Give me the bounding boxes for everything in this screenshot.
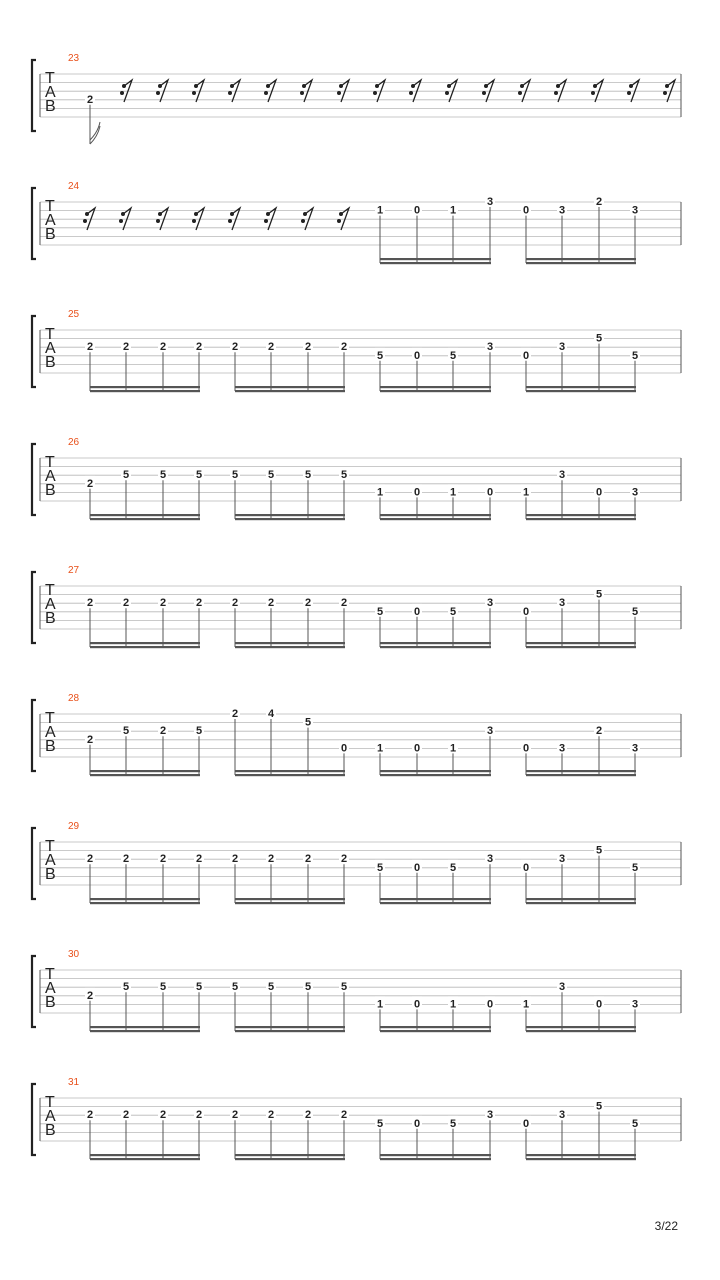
- tab-clef-letter: T: [45, 70, 55, 87]
- fret-number: 5: [231, 981, 239, 994]
- fret-number: 2: [159, 597, 167, 610]
- fret-number: 2: [86, 597, 94, 610]
- fret-number: 3: [631, 486, 639, 499]
- fret-number: 2: [304, 1109, 312, 1122]
- beam: [235, 1026, 345, 1028]
- fret-number: 2: [86, 1109, 94, 1122]
- rest-dot: [228, 219, 232, 223]
- beam: [235, 898, 345, 900]
- fret-number: 2: [340, 597, 348, 610]
- system-bracket: [32, 1084, 36, 1155]
- fret-number: 3: [486, 725, 494, 738]
- beam: [526, 1158, 636, 1160]
- fret-number: 2: [195, 597, 203, 610]
- fret-number: 0: [522, 742, 530, 755]
- fret-number: 5: [595, 844, 603, 857]
- fret-number: 5: [304, 716, 312, 729]
- tab-system-31: [32, 1077, 681, 1160]
- beam: [526, 258, 636, 260]
- beam: [526, 902, 636, 904]
- fret-number: 5: [376, 349, 384, 362]
- beam: [235, 514, 345, 516]
- fret-number: 1: [376, 998, 384, 1011]
- fret-number: 2: [195, 1109, 203, 1122]
- beam: [380, 1026, 491, 1028]
- fret-number: 2: [267, 341, 275, 354]
- fret-number: 3: [631, 998, 639, 1011]
- fret-number: 5: [595, 332, 603, 345]
- rest-dot: [520, 84, 524, 88]
- fret-number: 1: [449, 204, 457, 217]
- beam: [90, 518, 200, 520]
- measure-number: 28: [68, 693, 80, 704]
- rest-dot: [119, 219, 123, 223]
- fret-number: 5: [595, 1100, 603, 1113]
- fret-number: 5: [159, 981, 167, 994]
- fret-number: 2: [86, 477, 94, 490]
- beam: [90, 646, 200, 648]
- beam: [380, 1030, 491, 1032]
- tab-clef-letter: T: [45, 582, 55, 599]
- beam: [90, 902, 200, 904]
- beam: [526, 262, 636, 264]
- rest-dot: [445, 91, 449, 95]
- system-bracket: [32, 188, 36, 259]
- fret-number: 3: [486, 853, 494, 866]
- measure-number: 29: [68, 821, 80, 832]
- rest-dot: [194, 212, 198, 216]
- fret-number: 2: [86, 853, 94, 866]
- fret-number: 1: [449, 998, 457, 1011]
- system-bracket: [32, 828, 36, 899]
- rest-dot: [230, 212, 234, 216]
- beam: [235, 770, 345, 772]
- rest-dot: [665, 84, 669, 88]
- fret-number: 2: [122, 341, 130, 354]
- fret-number: 3: [486, 341, 494, 354]
- beam: [235, 774, 345, 776]
- beam: [235, 1154, 345, 1156]
- fret-number: 5: [340, 469, 348, 482]
- fret-number: 3: [631, 204, 639, 217]
- fret-number: 5: [304, 469, 312, 482]
- system-bracket: [32, 956, 36, 1027]
- tab-clef-letter: T: [45, 838, 55, 855]
- rest-dot: [375, 84, 379, 88]
- fret-number: 0: [522, 1117, 530, 1130]
- fret-number: 0: [522, 605, 530, 618]
- fret-number: 5: [122, 725, 130, 738]
- beam: [90, 1158, 200, 1160]
- tab-system-26: [32, 437, 681, 520]
- fret-number: 2: [159, 341, 167, 354]
- beam: [380, 386, 491, 388]
- beam: [526, 514, 636, 516]
- measure-number: 31: [68, 1077, 80, 1088]
- beam: [380, 770, 491, 772]
- tab-clef-letter: A: [45, 980, 56, 997]
- beam: [380, 774, 491, 776]
- rest-dot: [228, 91, 232, 95]
- beam: [90, 898, 200, 900]
- fret-number: 2: [267, 1109, 275, 1122]
- tab-clef-letter: B: [45, 866, 56, 883]
- rest-dot: [337, 91, 341, 95]
- tab-clef-letter: T: [45, 454, 55, 471]
- fret-number: 5: [449, 1117, 457, 1130]
- fret-number: 0: [340, 742, 348, 755]
- measure-number: 23: [68, 53, 80, 64]
- fret-number: 0: [413, 1117, 421, 1130]
- rest-dot: [300, 91, 304, 95]
- tab-clef-letter: T: [45, 1094, 55, 1111]
- fret-number: 0: [413, 204, 421, 217]
- tab-clef-letter: A: [45, 852, 56, 869]
- beam: [235, 518, 345, 520]
- beam: [90, 642, 200, 644]
- fret-number: 3: [486, 1109, 494, 1122]
- tab-clef-letter: T: [45, 326, 55, 343]
- rest-dot: [156, 219, 160, 223]
- fret-number: 4: [267, 708, 275, 720]
- fret-number: 5: [376, 1117, 384, 1130]
- rest-dot: [156, 91, 160, 95]
- fret-number: 2: [340, 1109, 348, 1122]
- tab-clef-letter: B: [45, 226, 56, 243]
- system-bracket: [32, 444, 36, 515]
- fret-number: 2: [231, 1109, 239, 1122]
- fret-number: 2: [159, 1109, 167, 1122]
- fret-number: 0: [522, 349, 530, 362]
- tab-clef-letter: A: [45, 1108, 56, 1125]
- fret-number: 5: [376, 605, 384, 618]
- fret-number: 0: [413, 486, 421, 499]
- tab-system-29: [32, 821, 681, 904]
- fret-number: 5: [595, 588, 603, 601]
- tab-system-23: [32, 53, 681, 144]
- fret-number: 5: [195, 469, 203, 482]
- measure-number: 26: [68, 437, 80, 448]
- tab-clef-letter: T: [45, 966, 55, 983]
- tab-clef-letter: B: [45, 738, 56, 755]
- fret-number: 2: [122, 853, 130, 866]
- rest-dot: [593, 84, 597, 88]
- tab-system-27: [32, 565, 681, 648]
- fret-number: 2: [86, 93, 94, 106]
- beam: [526, 1026, 636, 1028]
- fret-number: 2: [231, 853, 239, 866]
- fret-number: 2: [304, 853, 312, 866]
- fret-number: 5: [631, 1117, 639, 1130]
- fret-number: 2: [304, 597, 312, 610]
- beam: [235, 1030, 345, 1032]
- beam: [235, 902, 345, 904]
- rest-dot: [663, 91, 667, 95]
- fret-number: 2: [595, 725, 603, 738]
- note-flag: [90, 122, 100, 144]
- rest-dot: [192, 219, 196, 223]
- fret-number: 5: [376, 861, 384, 874]
- rest-dot: [192, 91, 196, 95]
- fret-number: 5: [195, 725, 203, 738]
- beam: [380, 518, 491, 520]
- fret-number: 0: [413, 742, 421, 755]
- rest-dot: [158, 84, 162, 88]
- rest-dot: [339, 84, 343, 88]
- fret-number: 2: [195, 341, 203, 354]
- rest-dot: [266, 212, 270, 216]
- beam: [235, 1158, 345, 1160]
- fret-number: 3: [558, 597, 566, 610]
- fret-number: 0: [486, 486, 494, 499]
- rest-dot: [411, 84, 415, 88]
- fret-number: 2: [122, 1109, 130, 1122]
- fret-number: 0: [413, 605, 421, 618]
- fret-number: 5: [340, 981, 348, 994]
- system-bracket: [32, 316, 36, 387]
- fret-number: 5: [631, 861, 639, 874]
- rest-dot: [337, 219, 341, 223]
- fret-number: 2: [304, 341, 312, 354]
- beam: [380, 262, 491, 264]
- beam: [380, 514, 491, 516]
- tab-clef-letter: T: [45, 198, 55, 215]
- rest-dot: [121, 212, 125, 216]
- rest-dot: [83, 219, 87, 223]
- system-bracket: [32, 700, 36, 771]
- tab-clef-letter: B: [45, 1122, 56, 1139]
- fret-number: 0: [595, 486, 603, 499]
- fret-number: 3: [558, 341, 566, 354]
- fret-number: 2: [231, 341, 239, 354]
- system-bracket: [32, 60, 36, 131]
- beam: [90, 386, 200, 388]
- fret-number: 2: [595, 196, 603, 208]
- tab-clef-letter: B: [45, 98, 56, 115]
- rest-dot: [158, 212, 162, 216]
- rest-dot: [629, 84, 633, 88]
- fret-number: 5: [449, 349, 457, 362]
- fret-number: 1: [376, 742, 384, 755]
- fret-number: 0: [595, 998, 603, 1011]
- beam: [90, 390, 200, 392]
- fret-number: 5: [267, 981, 275, 994]
- rest-dot: [122, 84, 126, 88]
- beam: [526, 898, 636, 900]
- fret-number: 1: [449, 742, 457, 755]
- beam: [380, 1158, 491, 1160]
- beam: [235, 386, 345, 388]
- fret-number: 0: [413, 861, 421, 874]
- fret-number: 5: [159, 469, 167, 482]
- beam: [380, 1154, 491, 1156]
- tab-clef-letter: B: [45, 354, 56, 371]
- rest-dot: [301, 219, 305, 223]
- beam: [90, 1154, 200, 1156]
- fret-number: 5: [449, 861, 457, 874]
- beam: [526, 770, 636, 772]
- beam: [235, 642, 345, 644]
- beam: [380, 898, 491, 900]
- beam: [380, 646, 491, 648]
- fret-number: 2: [159, 853, 167, 866]
- beam: [90, 1026, 200, 1028]
- tab-clef-letter: A: [45, 212, 56, 229]
- tab-system-30: [32, 949, 681, 1032]
- rest-dot: [518, 91, 522, 95]
- rest-dot: [264, 91, 268, 95]
- tab-system-25: [32, 309, 681, 392]
- fret-number: 2: [122, 597, 130, 610]
- fret-number: 2: [86, 341, 94, 354]
- tab-system-28: [32, 693, 681, 776]
- rest-dot: [303, 212, 307, 216]
- rest-dot: [482, 91, 486, 95]
- fret-number: 5: [122, 469, 130, 482]
- fret-number: 0: [522, 204, 530, 217]
- beam: [526, 386, 636, 388]
- rest-dot: [85, 212, 89, 216]
- fret-number: 0: [522, 861, 530, 874]
- fret-number: 5: [304, 981, 312, 994]
- fret-number: 1: [522, 486, 530, 499]
- measure-number: 30: [68, 949, 80, 960]
- fret-number: 1: [376, 486, 384, 499]
- rest-dot: [302, 84, 306, 88]
- fret-number: 0: [486, 998, 494, 1011]
- rest-dot: [409, 91, 413, 95]
- rest-dot: [264, 219, 268, 223]
- measure-number: 25: [68, 309, 80, 320]
- fret-number: 5: [195, 981, 203, 994]
- fret-number: 1: [449, 486, 457, 499]
- page-number: 3/22: [654, 1219, 678, 1233]
- fret-number: 3: [486, 597, 494, 610]
- tab-clef-letter: A: [45, 596, 56, 613]
- beam: [380, 258, 491, 260]
- tab-clef-letter: A: [45, 340, 56, 357]
- fret-number: 2: [86, 733, 94, 746]
- beam: [235, 390, 345, 392]
- rest-dot: [373, 91, 377, 95]
- tab-clef-letter: B: [45, 610, 56, 627]
- fret-number: 3: [558, 742, 566, 755]
- fret-number: 3: [558, 853, 566, 866]
- fret-number: 0: [413, 349, 421, 362]
- beam: [380, 902, 491, 904]
- fret-number: 3: [558, 1109, 566, 1122]
- fret-number: 3: [558, 204, 566, 217]
- tab-system-24: [32, 181, 681, 264]
- fret-number: 2: [231, 597, 239, 610]
- system-bracket: [32, 572, 36, 643]
- tab-clef-letter: A: [45, 468, 56, 485]
- rest-dot: [447, 84, 451, 88]
- beam: [526, 646, 636, 648]
- rest-dot: [339, 212, 343, 216]
- beam: [526, 1030, 636, 1032]
- rest-dot: [266, 84, 270, 88]
- fret-number: 5: [267, 469, 275, 482]
- beam: [90, 770, 200, 772]
- fret-number: 2: [340, 853, 348, 866]
- rest-dot: [194, 84, 198, 88]
- fret-number: 3: [558, 469, 566, 482]
- beam: [90, 774, 200, 776]
- tab-clef-letter: A: [45, 84, 56, 101]
- fret-number: 1: [376, 204, 384, 217]
- beam: [526, 390, 636, 392]
- fret-number: 5: [231, 469, 239, 482]
- fret-number: 3: [486, 196, 494, 208]
- fret-number: 3: [631, 742, 639, 755]
- beam: [380, 390, 491, 392]
- beam: [526, 518, 636, 520]
- tab-clef-letter: B: [45, 994, 56, 1011]
- rest-dot: [230, 84, 234, 88]
- beam: [526, 774, 636, 776]
- rest-dot: [554, 91, 558, 95]
- beam: [526, 1154, 636, 1156]
- measure-number: 24: [68, 181, 80, 192]
- fret-number: 5: [449, 605, 457, 618]
- rest-dot: [627, 91, 631, 95]
- fret-number: 0: [413, 998, 421, 1011]
- fret-number: 2: [267, 597, 275, 610]
- fret-number: 2: [86, 989, 94, 1002]
- fret-number: 2: [195, 853, 203, 866]
- rest-dot: [591, 91, 595, 95]
- measure-number: 27: [68, 565, 80, 576]
- fret-number: 1: [522, 998, 530, 1011]
- beam: [90, 1030, 200, 1032]
- beam: [380, 642, 491, 644]
- fret-number: 2: [159, 725, 167, 738]
- rest-dot: [556, 84, 560, 88]
- tab-clef-letter: B: [45, 482, 56, 499]
- fret-number: 2: [340, 341, 348, 354]
- rest-dot: [120, 91, 124, 95]
- tab-clef-letter: A: [45, 724, 56, 741]
- fret-number: 5: [631, 605, 639, 618]
- fret-number: 5: [122, 981, 130, 994]
- tab-clef-letter: T: [45, 710, 55, 727]
- beam: [90, 514, 200, 516]
- fret-number: 2: [231, 708, 239, 720]
- fret-number: 2: [267, 853, 275, 866]
- fret-number: 5: [631, 349, 639, 362]
- fret-number: 3: [558, 981, 566, 994]
- beam: [526, 642, 636, 644]
- beam: [235, 646, 345, 648]
- rest-dot: [484, 84, 488, 88]
